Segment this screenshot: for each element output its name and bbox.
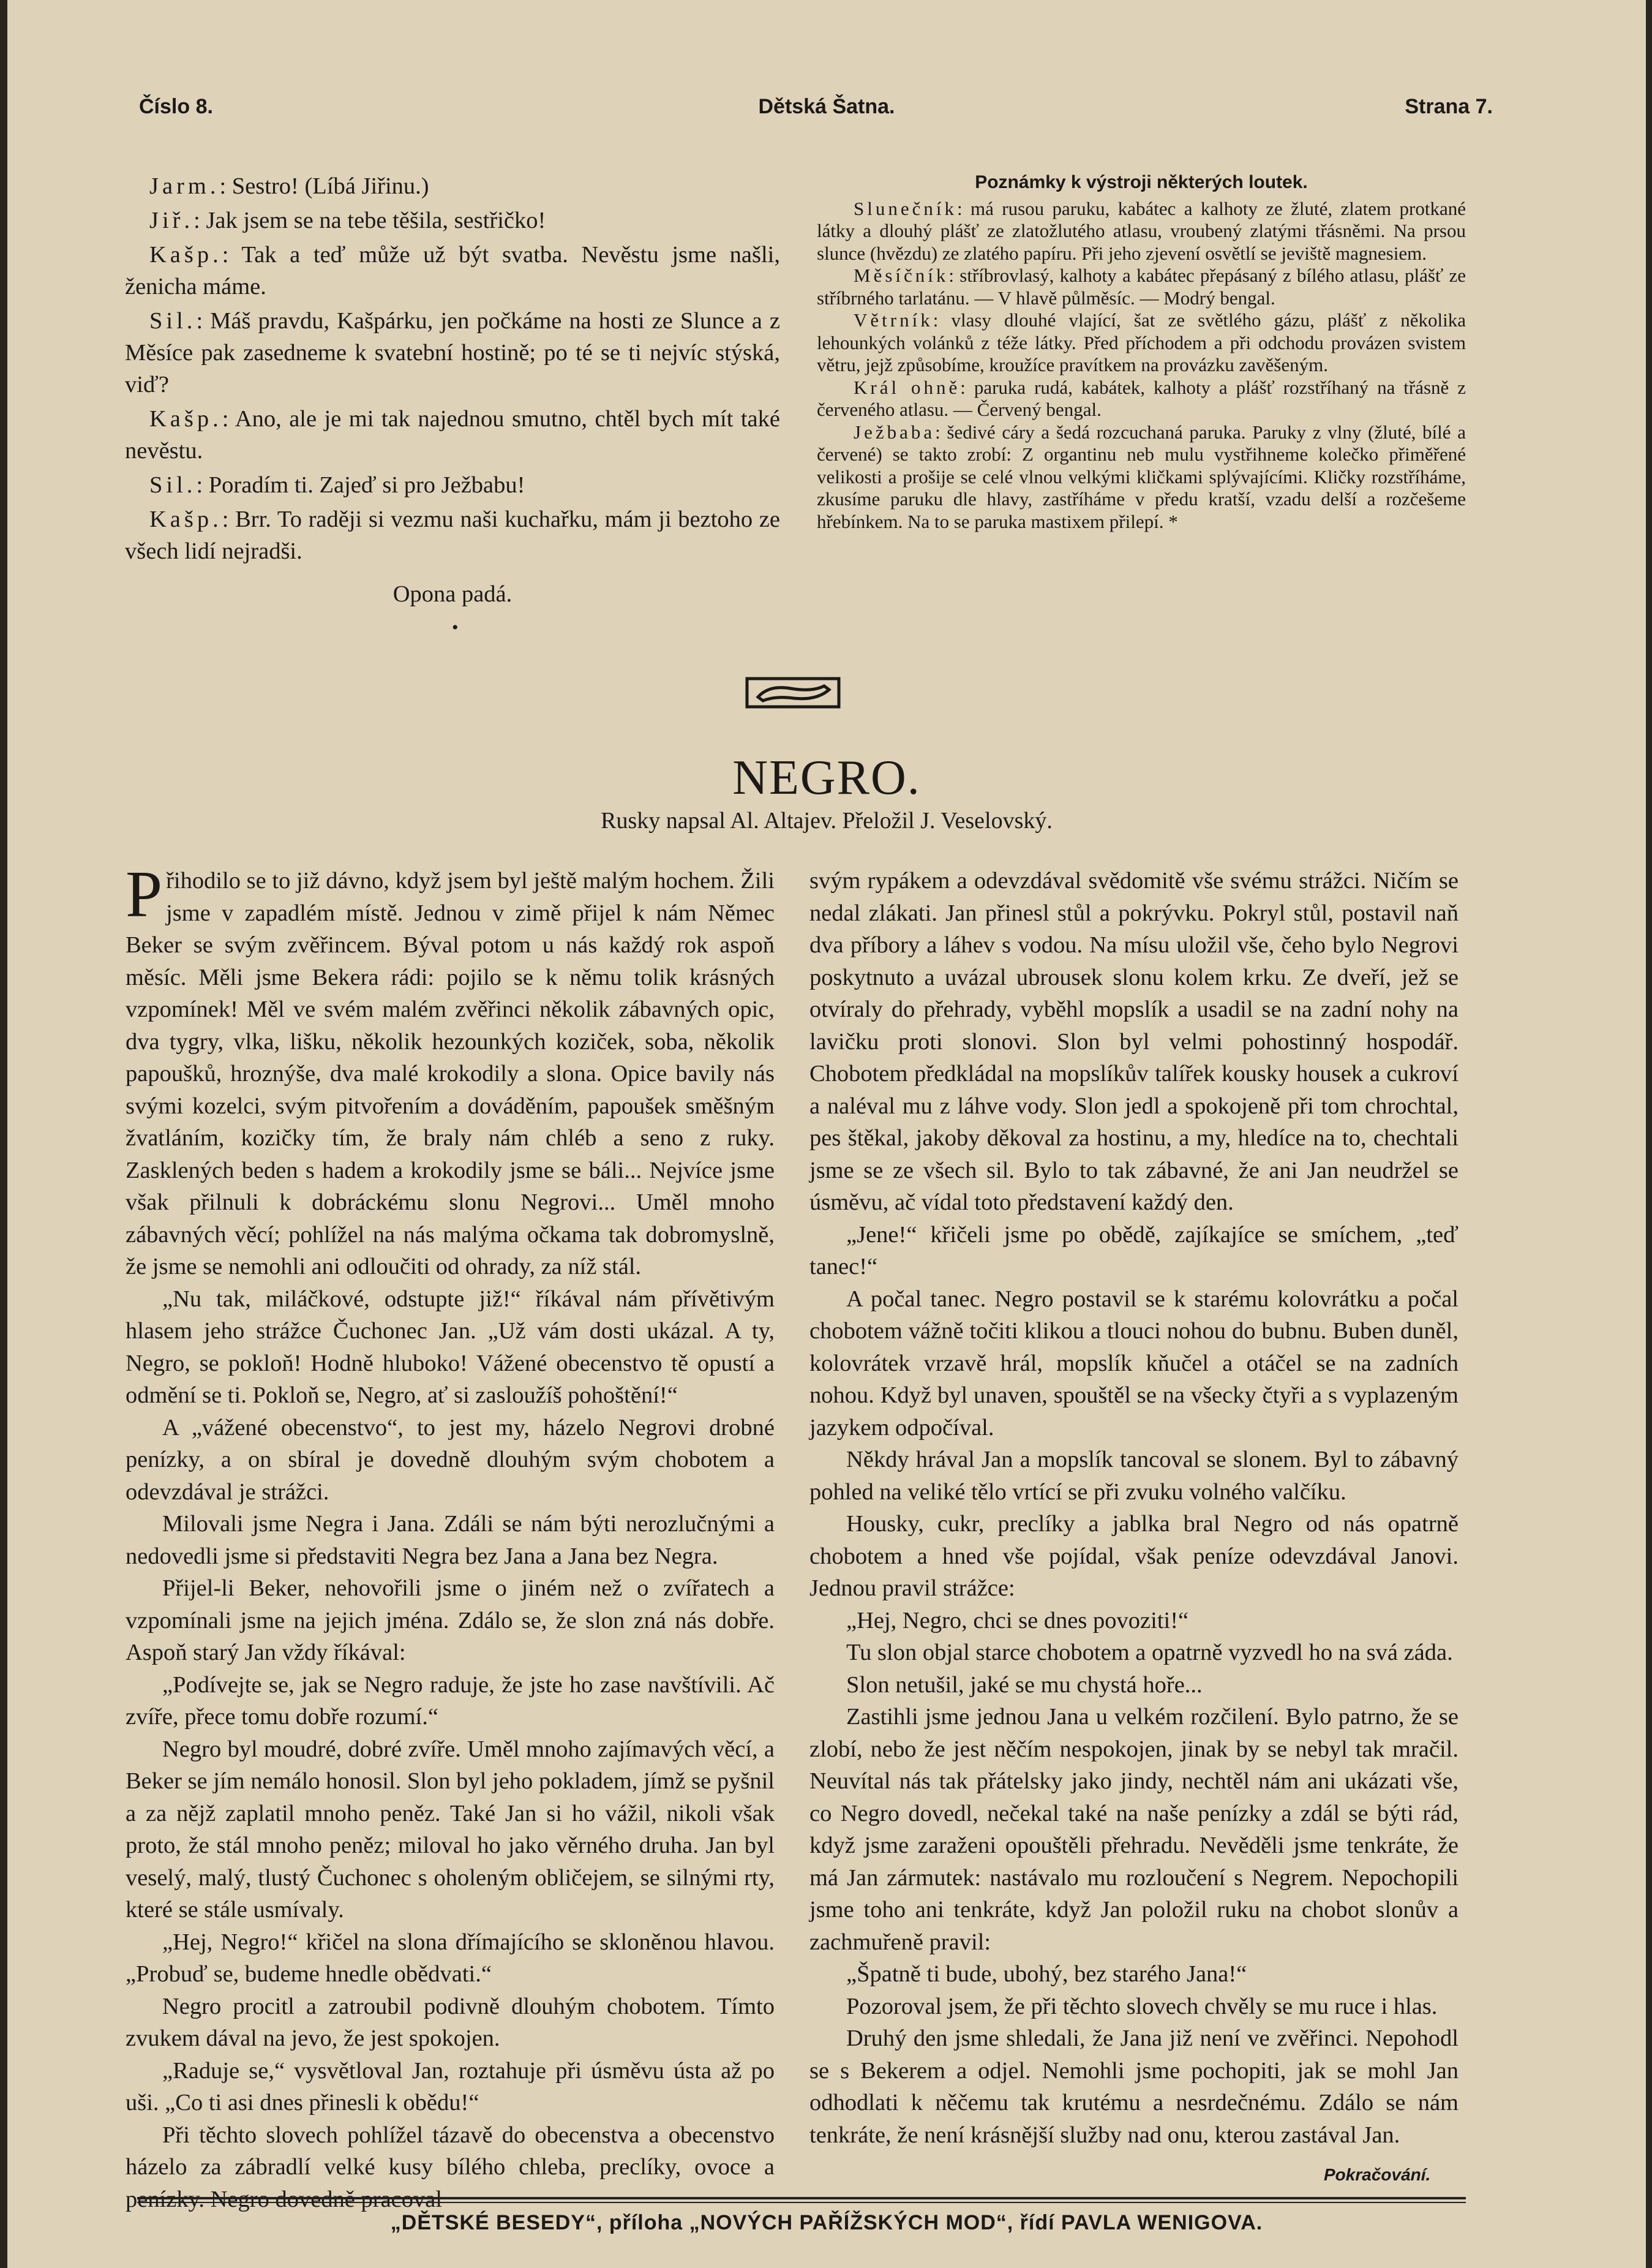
speaker: Jiř. — [149, 208, 194, 233]
play-line: Jiř.: Jak jsem se na tebe těšila, sestřičko! — [149, 208, 546, 233]
footer-rule-thin — [137, 2202, 1466, 2203]
magazine-title: Dětská Šatna. — [758, 95, 895, 118]
footer-line: „DĚTSKÉ BESEDY“, příloha „NOVÝCH PAŘÍŽSKÝCH MOD“, řídí PAVLA WENIGOVA. — [390, 2211, 1263, 2234]
play-line: Kašp.: Tak a teď může už být svatba. Nevěstu jsme našli, ženicha máme. — [125, 242, 780, 300]
story-paragraph: „Nu tak, miláčkové, odstupte již!“ říkával nám přívětivým hlasem jeho strážce Čuchonec Jan. „Už vám dosti ukázal. A ty, Negro, se pokloň! Hodně hluboko! Vážené obecenstvo tě opustí a odmění se ti. Pokloň se, Negro, ať si zasloužíš pohoštění!“ — [126, 1286, 775, 1408]
note-item: Král ohně: paruka rudá, kabátek, kalhoty a plášť rozstříhaný na třásně z červeného atlasu. — Červený bengal. — [817, 376, 1466, 420]
story-paragraph: svým rypákem a odevzdával svědomitě vše svému strážci. Ničím se nedal zlákati. Jan přinesl stůl a pokrývku. Pokryl stůl, postavil naň dva příbory a láhev s vodou. Na mísu uložil vše, čeho bylo Negrovi poskytnuto a uvázal ubrousek slonu kolem krku. Ze dveří, jež se otvíraly do přehrady, vyběhl mopslík a usadil se na zadní nohy na lavičku proti slonovi. Slon byl velmi pohostinný hospodář. Chobotem předkládal na mopslíkův talířek kousky housek a cukroví a naléval mu z láhve vody. Slon jedl a spokojeně při tom chrochtal, pes štěkal, jakoby děkoval za hostinu, a my, hledíce na to, chechtali jsme se ze všech sil. Bylo to tak zábavné, že ani Jan neudržel se úsměvu, ač vídal toto představení každý den. — [809, 868, 1459, 1215]
curtain-falls: Opona padá. — [392, 581, 512, 607]
story-paragraph: Housky, cukr, preclíky a jablka bral Negro od nás opatrně chobotem a hned vše pojídal, však peníze odevzdával Janovi. Jednou pravil strážce: — [809, 1511, 1459, 1601]
story-paragraph: Při těchto slovech pohlížel tázavě do obecenstva a obecenstvo házelo za zábradlí velké kusy bílého chleba, preclíky, ovoce a penízky. Negro dovedně pracoval — [126, 2122, 775, 2212]
story-paragraph: Milovali jsme Negra i Jana. Zdáli se nám býti nerozlučnými a nedovedli jsme si představiti Negra bez Jana a Jana bez Negra. — [126, 1511, 775, 1569]
note-item: Ježbaba: šedivé cáry a šedá rozcuchaná paruka. Paruky z vlny (žluté, bílé a červené) se takto zrobí: Z organtinu neb mulu vystřihneme kolečko přiměřené velikosti a prošije se celé vlnou velkými kličkami splývajícími. Kličky rozstříháme, zkusíme paruku dle hlavy, zastříháme v předu kratší, vzadu delší a rozčešeme hřebínkem. Na to se paruka mastixem přilepí. * — [817, 421, 1466, 532]
play-ending — [125, 170, 780, 612]
separator-dot: • — [452, 617, 459, 638]
page-number: Strana 7. — [1405, 95, 1493, 118]
notes-title: Poznámky k výstroji některých loutek. — [975, 172, 1308, 192]
speaker: Jarm. — [149, 173, 220, 199]
continued-label: Pokračování. — [1324, 2165, 1431, 2184]
note-item: Větrník: vlasy dlouhé vlající, šat ze světlého gázu, plášť z několika lehounkých volánků z téže látky. Před příchodem a při odchodu provázen svistem větru, jejž způsobíme, kroužíce pravítkem na provázku zavěšeným. — [817, 309, 1466, 375]
drop-cap: P — [126, 858, 163, 931]
story-paragraph: Tu slon objal starce chobotem a opatrně vyzvedl ho na svá záda. — [846, 1640, 1453, 1665]
note-item: Slunečník: má rusou paruku, kabátec a kalhoty ze žluté, zlatem protkané látky a dlouhý plášť ze zlatožlutého atlasu, vroubený zlatými třásněmi. Na prsou slunce (hvězdu) ze zlatého papíru. Při jeho zjevení osvětlí se jeviště magnesiem. — [817, 197, 1466, 264]
story-paragraph: Přihodilo se to již dávno, když jsem byl ještě malým hochem. Žili jsme v zapadlém místě. Jednou v zimě přijel k nám Němec Beker se svým zvěřincem. Býval potom u nás každý rok aspoň měsíc. Měli jsme Bekera rádi: pojilo se k němu tolik krásných vzpomínek! Měl ve svém malém zvěřinci několik zábavných opic, dva tygry, vlka, lišku, několik hezounkých koziček, soba, několik papoušků, hroznýše, dva malé krokodily a slona. Opice bavily nás svými kozelci, svým pitvořením a dováděním, papoušek směšným žvatláním, kozičky tím, že braly nám chléb a seno z ruky. Zasklených beden s hadem a krokodily jsme se báli... Nejvíce jsme však přilnuli k dobráckému slonu Negrovi... Uměl mnoho zábavných věcí; pohlížel na nás malýma očkama tak dobromyslně, že jsme se nemohli ani odloučiti od ohrady, za níž stál. — [126, 858, 775, 1279]
story-paragraph: A „vážené obecenstvo“, to jest my, házelo Negrovi drobné penízky, a on sbíral je dovedně dlouhým svým chobotem a odevzdával je strážci. — [126, 1414, 775, 1505]
story-paragraph: „Jene!“ křičeli jsme po obědě, zajíkajíce se smíchem, „teď tanec!“ — [809, 1221, 1459, 1279]
ornament-icon — [745, 674, 843, 710]
story-paragraph: Negro byl moudré, dobré zvíře. Uměl mnoho zajímavých věcí, a Beker se jím nemálo honosil. Slon byl jeho pokladem, jímž se pyšnil a za nějž zaplatil mnoho peněz. Také Jan si ho vážil, nikoli však proto, že stál mnoho peněz; miloval ho jako věrného druha. Jan byl veselý, malý, tlustý Čuchonec s oholeným obličejem, se silnými rty, které se stále usmívaly. — [126, 1736, 775, 1923]
play-line: Kašp.: Ano, ale je mi tak najednou smutno, chtěl bych mít také nevěstu. — [125, 406, 780, 464]
speaker: Kašp. — [149, 242, 222, 268]
story-paragraph: Slon netušil, jaké se mu chystá hoře... — [846, 1671, 1203, 1698]
issue-number: Číslo 8. — [139, 95, 213, 118]
story-paragraph: „Raduje se,“ vysvětloval Jan, roztahuje při úsměvu ústa až po uši. „Co ti asi dnes přinesli k obědu!“ — [126, 2057, 775, 2115]
story-paragraph: Někdy hrával Jan a mopslík tancoval se slonem. Byl to zábavný pohled na veliké tělo vrtící se při zvuku volného valčíku. — [809, 1447, 1459, 1505]
story-paragraph: „Hej, Negro!“ křičel na slona dřímajícího se skloněnou hlavou. „Probuď se, budeme hnedle obědvati.“ — [126, 1929, 775, 1987]
article-byline: Rusky napsal Al. Altajev. Přeložil J. Veselovský. — [601, 808, 1053, 834]
story-paragraph: A počal tanec. Negro postavil se k starému kolovrátku a počal chobotem vážně točiti klikou a tlouci nohou do bubnu. Buben duněl, kolovrátek vrzavě hrál, mopslík kňučel a otáčel se na zadních nohou. Když byl unaven, spouštěl se na všecky čtyři a s vyplazeným jazykem odpočíval. — [809, 1286, 1459, 1441]
speaker: Sil. — [149, 472, 197, 498]
play-line: Sil.: Poradím ti. Zajeď si pro Ježbabu! — [149, 472, 525, 498]
story-paragraph: Přijel-li Beker, nehovořili jsme o jiném než o zvířatech a vzpomínali jsme na jejich jména. Zdálo se, že slon zná nás dobře. Aspoň starý Jan vždy říkával: — [126, 1575, 775, 1665]
play-line: Kašp.: Brr. To raději si vezmu naši kuchařku, mám ji beztoho ze všech lidí nejradši. — [125, 507, 780, 564]
story-paragraph: Zastihli jsme jednou Jana u velkém rozčilení. Bylo patrno, že se zlobí, nebo že jest něčím nespokojen, jinak by se nebyl tak mračil. Neuvítal nás tak přátelsky jako jindy, nechtěl nám ani ukázati vše, co Negro dovedl, nečekal také na naše penízky a zdál se býti rád, když jsme zaraženi opouštěli přehradu. Nevěděli jsme tenkráte, že má Jan zármutek: nastávalo mu rozloučení s Negrem. Nepochopili jsme toho ani tenkráte, když Jan položil ruku na chobot slonův a zachmuřeně pravil: — [809, 1704, 1459, 1955]
story-paragraph: Negro procitl a zatroubil podivně dlouhým chobotem. Tímto zvukem dával na jevo, že jest spokojen. — [126, 1993, 775, 2051]
story-paragraph: Druhý den jsme shledali, že Jana již není ve zvěřinci. Nepohodl se s Bekerem a odjel. Nemohli jsme pochopiti, jak se mohl Jan odhodlati k něčemu tak krutému a nesrdečnému. Zdálo se nám tenkráte, že není krásnější služby nad onu, kterou zastával Jan. — [809, 2025, 1459, 2148]
play-line: Jarm.: Sestro! (Líbá Jiřinu.) — [149, 173, 429, 199]
story-paragraph: „Špatně ti bude, ubohý, bez starého Jana!“ — [846, 1961, 1247, 1987]
footer-rule — [137, 2197, 1466, 2199]
speaker: Kašp. — [149, 406, 222, 432]
story-paragraph: Pozoroval jsem, že při těchto slovech chvěly se mu ruce i hlas. — [846, 1993, 1438, 2019]
speaker: Sil. — [149, 308, 197, 334]
story-paragraph: „Podívejte se, jak se Negro raduje, že jste ho zase navštívili. Ač zvíře, přece tomu dobře rozumí.“ — [126, 1671, 775, 1730]
magazine-page — [7, 0, 1646, 2268]
story-column-left — [126, 858, 775, 2215]
story-paragraph: „Hej, Negro, chci se dnes povoziti!“ — [846, 1607, 1189, 1633]
article-title: NEGRO. — [732, 751, 921, 805]
speaker: Kašp. — [149, 507, 222, 532]
costume-notes — [817, 171, 1466, 533]
play-line: Sil.: Máš pravdu, Kašpárku, jen počkáme na hosti ze Slunce a z Měsíce pak zasedneme k svatební hostině; po té se ti nejvíc stýská, viď? — [125, 308, 780, 397]
story-column-right — [809, 865, 1459, 2151]
note-item: Měsíčník: stříbrovlasý, kalhoty a kabátec přepásaný z bílého atlasu, plášť ze stříbrného tarlatánu. — V hlavě půlměsíc. — Modrý bengal. — [817, 265, 1466, 309]
